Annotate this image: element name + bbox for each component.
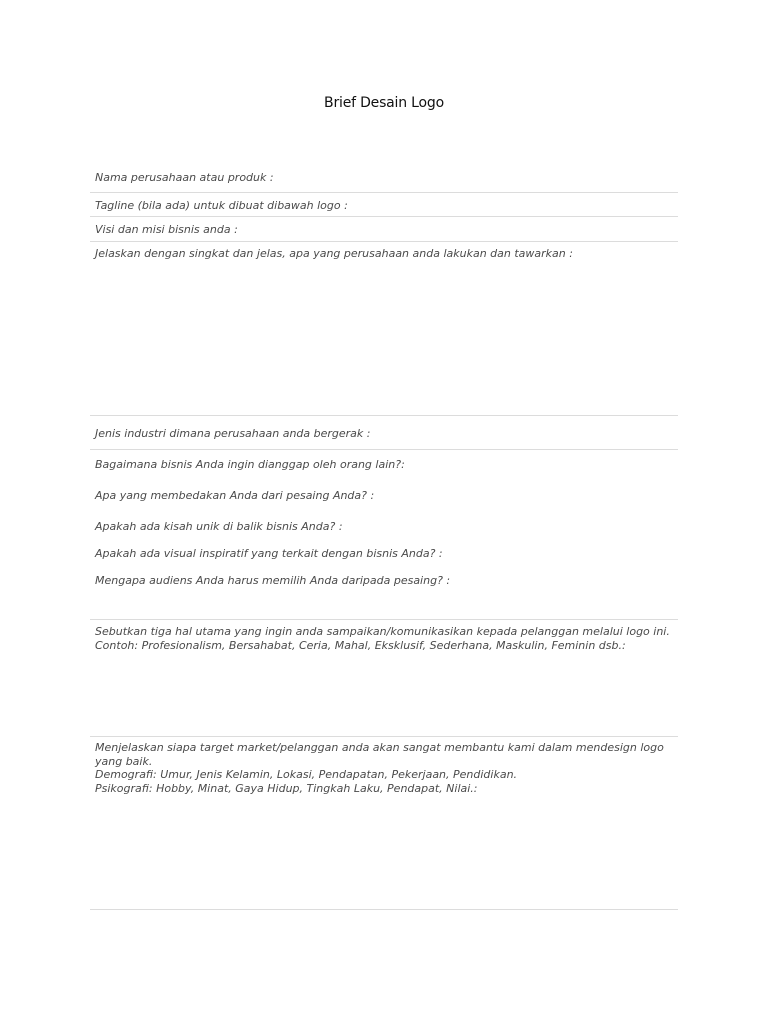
document-title: Brief Desain Logo <box>324 95 444 111</box>
field-label-visual: Apakah ada visual inspiratif yang terkait dengan bisnis Anda? : <box>95 547 443 560</box>
field-label-vision: Visi dan misi bisnis anda : <box>95 223 238 236</box>
field-label-company: Nama perusahaan atau produk : <box>95 171 274 184</box>
field-label-target: Menjelaskan siapa target market/pelanggan anda akan sangat membantu kami dalam mendesign logo yang baik. Demografi: Umur, Jenis Kelamin, Lokasi, Pendapatan, Pekerjaan, Pendidikan. Psikografi: Hobby, Minat, Gaya Hidup, Tingkah Laku, Pendapat, Nilai.: <box>95 741 664 795</box>
field-divider <box>90 909 678 910</box>
field-label-difference: Apa yang membedakan Anda dari pesaing Anda? : <box>95 489 375 502</box>
field-divider <box>90 216 678 217</box>
field-divider <box>90 415 678 416</box>
field-label-industry: Jenis industri dimana perusahaan anda bergerak : <box>95 427 371 440</box>
field-label-why: Mengapa audiens Anda harus memilih Anda daripada pesaing? : <box>95 574 451 587</box>
field-divider <box>90 736 678 737</box>
field-label-tagline: Tagline (bila ada) untuk dibuat dibawah logo : <box>95 199 348 212</box>
field-divider <box>90 619 678 620</box>
field-label-three-things: Sebutkan tiga hal utama yang ingin anda sampaikan/komunikasikan kepada pelanggan melalui logo ini. Contoh: Profesionalism, Bersahabat, Ceria, Mahal, Eksklusif, Sederhana, Maskulin, Feminin dsb.: <box>95 625 670 652</box>
field-label-explain: Jelaskan dengan singkat dan jelas, apa yang perusahaan anda lakukan dan tawarkan : <box>95 247 573 260</box>
field-label-story: Apakah ada kisah unik di balik bisnis Anda? : <box>95 520 343 533</box>
field-divider <box>90 192 678 193</box>
field-label-perception: Bagaimana bisnis Anda ingin dianggap oleh orang lain?: <box>95 458 405 471</box>
field-divider <box>90 449 678 450</box>
field-divider <box>90 241 678 242</box>
